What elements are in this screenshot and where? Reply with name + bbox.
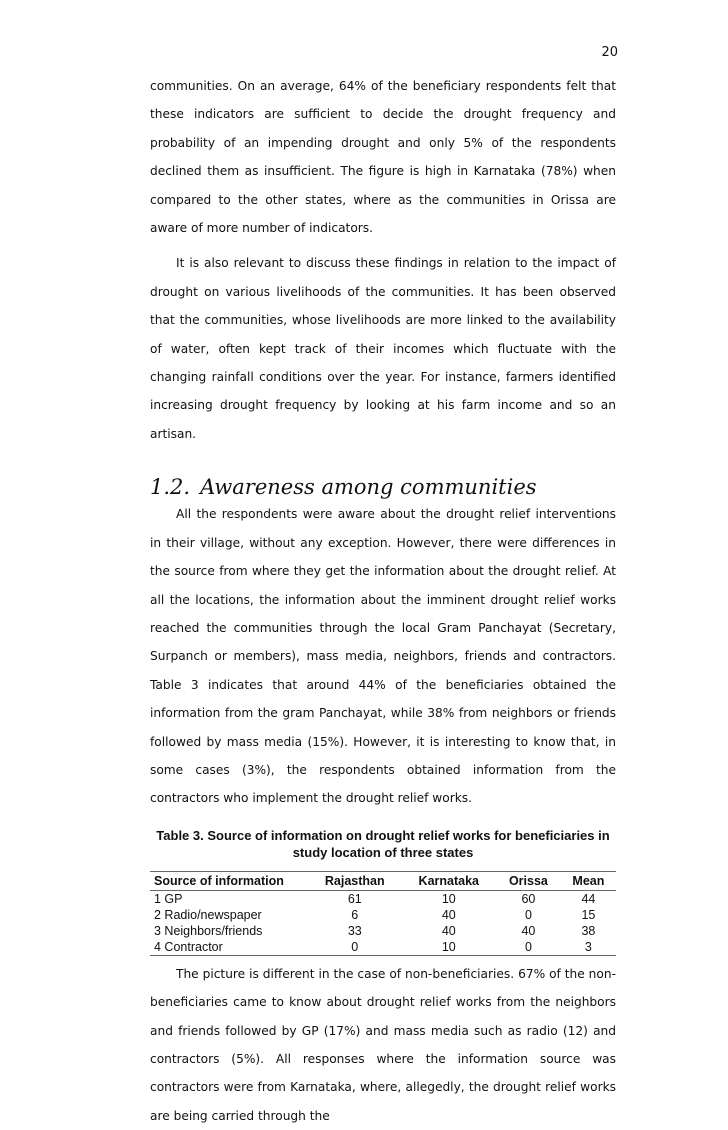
table-cell: 40 xyxy=(441,923,456,938)
table-cell: 10 xyxy=(402,939,497,956)
table-cell: 33 xyxy=(347,923,362,938)
paragraph-1: communities. On an average, 64% of the beneficiary respondents felt that these indicators are sufficient to decide the drought frequency and probability of an impending drought and only 5% of the respondents declined them as insufficient. The figure is high in Karnataka (78%) when compared to the other states, where as the communities in Orissa are aware of more number of indicators. xyxy=(150,79,616,236)
table-cell: 61 xyxy=(347,891,362,906)
table-cell: 1 GP xyxy=(154,891,183,906)
table-cell: 6 xyxy=(351,907,359,922)
table-cell: 0 xyxy=(524,907,532,922)
table-cell: 4 Contractor xyxy=(150,939,308,956)
page-body xyxy=(150,72,616,1130)
paragraph-4: The picture is different in the case of non-beneficiaries. 67% of the non-beneficiaries came to know about drought relief works from the neighbors and friends followed by GP (17%) and mass media such as radio (12) and contractors (5%). All responses where the information source was contractors were from Karnataka, where, allegedly, the drought relief works are being carried through the xyxy=(150,966,616,1123)
table-header: Orissa xyxy=(496,871,561,890)
table-cell: 0 xyxy=(496,939,561,956)
table-cell: 40 xyxy=(441,907,456,922)
table-caption: Table 3. Source of information on drought relief works for beneficiaries in study location of three states xyxy=(156,827,610,860)
section-title: Awareness among communities xyxy=(200,475,537,500)
page-number: 20 xyxy=(601,45,618,60)
table-cell: 15 xyxy=(581,907,596,922)
table-cell: 60 xyxy=(521,891,536,906)
section-number: 1.2. xyxy=(150,475,191,500)
table-cell: 3 xyxy=(561,939,616,956)
table-cell: 10 xyxy=(441,891,456,906)
table-row xyxy=(150,890,616,907)
source-table xyxy=(150,871,616,956)
table-cell: 40 xyxy=(521,923,536,938)
paragraph-2: It is also relevant to discuss these findings in relation to the impact of drought on various livelihoods of the communities. It has been observed that the communities, whose livelihoods are more linked to the availability of water, often kept track of their incomes which fluctuate with the changing rainfall conditions over the year. For instance, farmers identified increasing drought frequency by looking at his farm income and so an artisan. xyxy=(150,256,616,441)
table-cell: 0 xyxy=(308,939,402,956)
section-heading xyxy=(150,474,616,500)
table-row xyxy=(150,923,616,939)
table-header: Karnataka xyxy=(402,871,497,890)
table-cell: 3 Neighbors/friends xyxy=(154,923,263,938)
table-header-row xyxy=(150,871,616,890)
table-row xyxy=(150,939,616,956)
table-header: Source of information xyxy=(150,871,308,890)
table-row xyxy=(150,907,616,923)
table-header: Rajasthan xyxy=(308,871,402,890)
table-cell: 44 xyxy=(581,891,596,906)
table-cell: 38 xyxy=(581,923,596,938)
table-cell: 2 Radio/newspaper xyxy=(154,907,262,922)
table-header: Mean xyxy=(561,871,616,890)
paragraph-3: All the respondents were aware about the drought relief interventions in their village, without any exception. However, there were differences in the source from where they get the information about the drought relief. At all the locations, the information about the imminent drought relief works reached the communities through the local Gram Panchayat (Secretary, Surpanch or members), mass media, neighbors, friends and contractors. Table 3 indicates that around 44% of the beneficiaries obtained the information from the gram Panchayat, while 38% from neighbors or friends followed by mass media (15%). However, it is interesting to know that, in some cases (3%), the respondents obtained information from the contractors who implement the drought relief works. xyxy=(150,507,616,806)
